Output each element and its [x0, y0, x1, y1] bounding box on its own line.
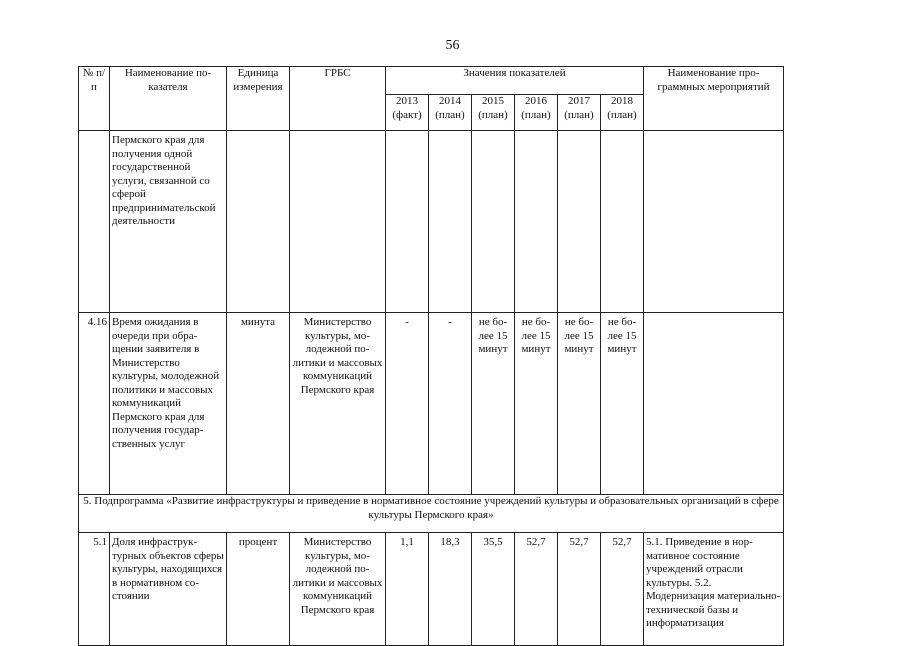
cell-value-2014: -: [429, 313, 472, 495]
header-measures: Наименование программных мероприятий: [644, 67, 784, 131]
cell-measures: 5.1. Приведение в нормативное состояние учреждений отрасли культуры. 5.2. Модернизация материально-технической базы и информатизация: [644, 533, 784, 646]
subprogram-title: 5. Подпрограмма «Развитие инфраструктуры и приведение в нормативное состояние учреждений культуры и образовательных организаций в сфере культуры Пермского края»: [79, 495, 784, 533]
cell-num: [79, 131, 110, 313]
cell-indicator-name: Доля инфраструктурных объектов сферы культуры, находящихся в нормативном состоянии: [110, 533, 227, 646]
cell-num: 5.1: [79, 533, 110, 646]
cell-value-2013: -: [386, 313, 429, 495]
header-values-group: Значения показателей: [386, 67, 644, 95]
cell-indicator-name: Время ожидания в очереди при обращении заявителя в Министерство культуры, молодежной политики и массовых коммуникаций Пермского края для получения государственных услуг: [110, 313, 227, 495]
cell-value-2016: 52,7: [515, 533, 558, 646]
cell-value-2018: 52,7: [601, 533, 644, 646]
header-year-2014: 2014 (план): [429, 95, 472, 131]
header-year-2017: 2017 (план): [558, 95, 601, 131]
cell-value-2017: 52,7: [558, 533, 601, 646]
cell-value-2017: не более 15 минут: [558, 313, 601, 495]
cell-indicator-name: Пермского края для получения одной государственной услуги, связанной со сферой предпринимательской деятельности: [110, 131, 227, 313]
page-number: 56: [445, 38, 460, 53]
table-row: [79, 131, 784, 313]
cell-value-2016: не более 15 минут: [515, 313, 558, 495]
table-row: [79, 533, 784, 646]
header-grbs: ГРБС: [290, 67, 386, 131]
cell-unit: минута: [227, 313, 290, 495]
indicators-table: [78, 66, 784, 646]
header-year-2015: 2015 (план): [472, 95, 515, 131]
table-row: [79, 313, 784, 495]
cell-value-2015: не более 15 минут: [472, 313, 515, 495]
header-num: № п/п: [79, 67, 110, 131]
cell-value-2014: 18,3: [429, 533, 472, 646]
header-year-2016: 2016 (план): [515, 95, 558, 131]
subprogram-row: [79, 495, 784, 533]
cell-unit: процент: [227, 533, 290, 646]
header-year-2018: 2018 (план): [601, 95, 644, 131]
cell-measures: [644, 313, 784, 495]
header-indicator-name: Наименование показателя: [110, 67, 227, 131]
cell-value-2018: не более 15 минут: [601, 313, 644, 495]
cell-num: 4.16: [79, 313, 110, 495]
header-year-2013: 2013 (факт): [386, 95, 429, 131]
cell-grbs: Министерство культуры, молодежной политики и массовых коммуникаций Пермского края: [290, 533, 386, 646]
cell-value-2013: 1,1: [386, 533, 429, 646]
header-unit: Единица измерения: [227, 67, 290, 131]
cell-grbs: Министерство культуры, молодежной политики и массовых коммуникаций Пермского края: [290, 313, 386, 495]
cell-value-2015: 35,5: [472, 533, 515, 646]
